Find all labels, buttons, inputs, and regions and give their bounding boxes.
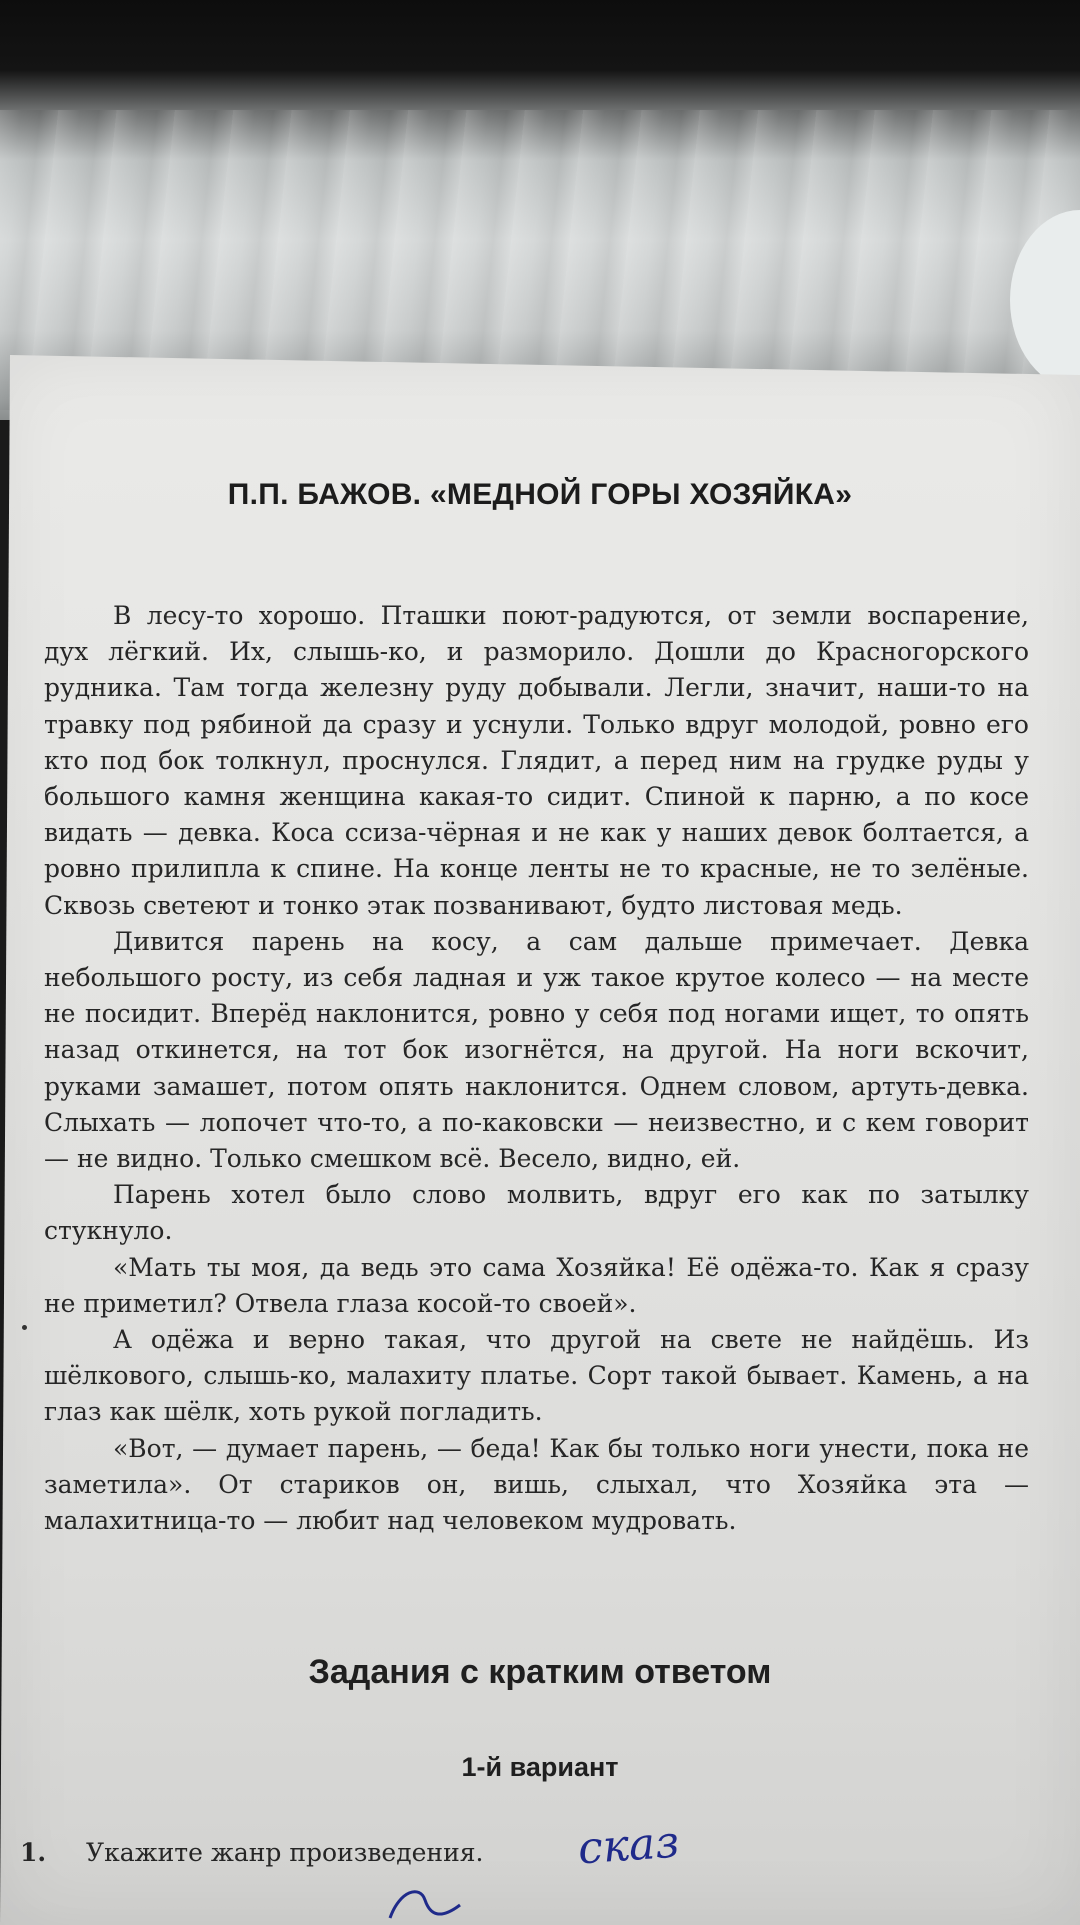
paragraph: А одёжа и верно такая, что другой на свете не найдёшь. Из шёлкового, слышь-ко, малахиту платье. Сорт такой бывает. Камень, а на глаз как шёлк, хоть рукой погладить.	[44, 1325, 1029, 1427]
paragraph: «Вот, — думает парень, — беда! Как бы только ноги унести, пока не заметила». От стариков он, вишь, слыхал, что Хозяйка эта — малахитница-то — любит над человеком мудровать.	[44, 1433, 1029, 1536]
task-item	[20, 1838, 1060, 1867]
paragraph: Дивится парень на косу, а сам дальше примечает. Девка небольшого росту, из себя ладная и уж такое крутое колесо — на месте не посидит. Вперёд наклонится, ровно у себя под ногами ищет, то опять назад откинется, на тот бок изогнётся, на другой. На ноги вскочит, руками замашет, потом опять наклонится. Однем словом, артуть-девка. Слыхать — лопочет что-то, а по-каковски — неизвестно, и с кем говорит — не видно. Только смешком всё. Весело, видно, ей.	[44, 926, 1029, 1174]
variant-heading: 1-й вариант	[461, 1752, 619, 1782]
page-title: П.П. БАЖОВ. «МЕДНОЙ ГОРЫ ХОЗЯЙКА»	[227, 478, 853, 511]
section-heading: Задания с кратким ответом	[308, 1653, 772, 1691]
background-surface	[0, 0, 1080, 420]
paragraph: В лесу-то хорошо. Пташки поют-радуются, от земли воспарение, дух лёгкий. Их, слышь-ко, и разморило. Дошли до Красногорского рудника. Там тогда железну руду добывали. Легли, значит, наши-то на травку под рябиной да сразу и уснули. Только вдруг молодой, ровно его кто под бок толкнул, проснулся. Глядит, а перед ним на грудке руды у большого камня женщина какая-то сидит. Спиной к парню, а по косе видать — девка. Коса ссиза-чёрная и не как у наших девок болтается, а ровно прилипла к спине. На конце ленты не то красные, не то зелёные. Сквозь светеют и тонко этак позванивают, будто листовая медь.	[44, 601, 1029, 920]
task-number: 1.	[20, 1838, 47, 1867]
paragraph: «Мать ты моя, да ведь это сама Хозяйка! Её одёжа-то. Как я сразу не приметил? Отвела глаза косой-то своей».	[44, 1252, 1029, 1318]
margin-mark	[22, 1325, 27, 1330]
handwritten-answer: сказ	[576, 1816, 681, 1875]
task-text: Укажите жанр произведения.	[86, 1838, 484, 1867]
handwritten-scribble	[380, 1880, 540, 1920]
paragraph: Парень хотел было слово молвить, вдруг его как по затылку стукнуло.	[44, 1180, 1029, 1246]
story-text	[44, 598, 1029, 1539]
